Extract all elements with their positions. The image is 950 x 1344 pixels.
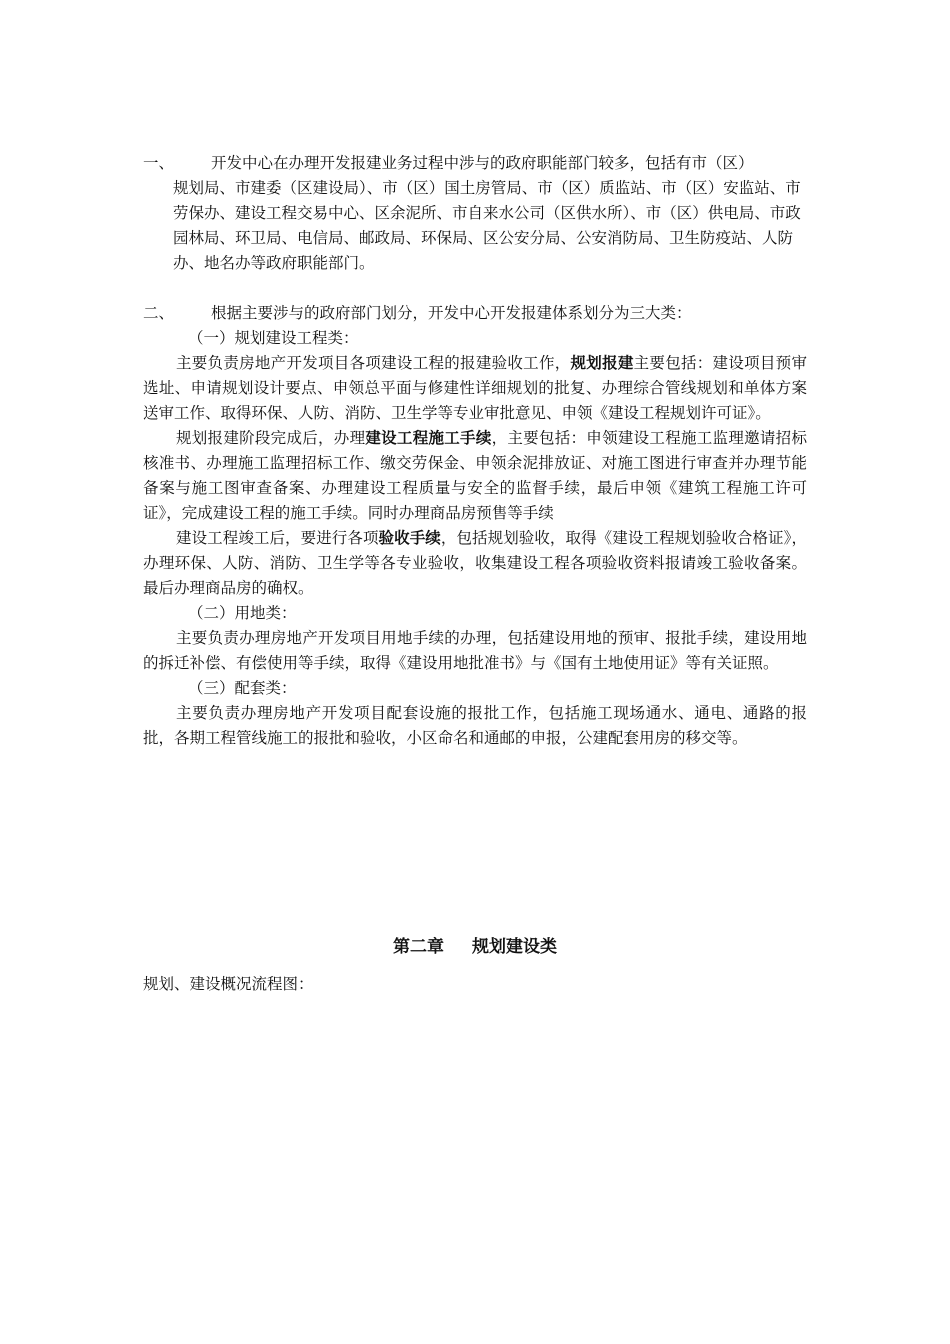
section-one-body: 规划局、市建委（区建设局）、市（区）国土房管局、市（区）质监站、市（区）安监站、市劳保办、建设工程交易中心、区余泥所、市自来水公司（区供水所）、市（区）供电局、市政园林局、环卫局、电信局、邮政局、环保局、区公安分局、公安消防局、卫生防疫站、人防办、地名办等政府职能部门。 [173, 179, 801, 272]
section-two [143, 301, 807, 751]
text-run: 主要包括：建设项目预审选址、申请规划设计要点、申领总平面与修建性详细规划的批复、办理综合管线规划和单体方案送审工作、取得环保、人防、消防、卫生学等专业审批意见、申领《建设工程规划许可证》。 [143, 354, 807, 422]
chapter-title: 规划建设类 [472, 937, 557, 957]
bold-term: 规划报建 [570, 354, 634, 372]
chapter-number: 第二章 [393, 937, 444, 957]
text-run: ，包括规划验收，取得《建设工程规划验收合格证》，办理环保、人防、消防、卫生学等各专业验收，收集建设工程各项验收资料报请竣工验收备案。最后办理商品房的确权。 [143, 529, 807, 597]
category-three-heading: （三）配套类： [188, 679, 297, 697]
text-run: 规划报建阶段完成后，办理 [176, 429, 366, 447]
section-one-marker: 一、 [143, 154, 175, 172]
flow-caption-block [143, 972, 807, 997]
text-run: 建设工程竣工后，要进行各项 [176, 529, 379, 547]
text-run: 主要负责房地产开发项目各项建设工程的报建验收工作， [176, 354, 571, 372]
section-two-lead [143, 301, 807, 326]
category-two-heading: （二）用地类： [188, 604, 297, 622]
category-three-paragraph: 主要负责办理房地产开发项目配套设施的报批工作，包括施工现场通水、通电、通路的报批，各期工程管线施工的报批和验收，小区命名和通邮的申报，公建配套用房的移交等。 [143, 704, 807, 747]
section-one [143, 151, 807, 276]
section-one-lead [143, 151, 807, 176]
bold-term: 建设工程施工手续 [365, 429, 492, 447]
section-one-lead-text: 开发中心在办理开发报建业务过程中涉与的政府职能部门较多，包括有市（区） [211, 154, 754, 172]
category-one-paragraph-1 [143, 351, 807, 426]
section-two-marker: 二、 [143, 304, 175, 322]
text-run: ，主要包括：申领建设工程施工监理邀请招标核准书、办理施工监理招标工作、缴交劳保金、申领余泥排放证、对施工图进行审查并办理节能备案与施工图审查备案、办理建设工程质量与安全的监督手续，最后申领《建筑工程施工许可证》，完成建设工程的施工手续。同时办理商品房预售等手续 [143, 429, 807, 522]
bold-term: 验收手续 [378, 529, 441, 547]
section-two-lead-text: 根据主要涉与的政府部门划分，开发中心开发报建体系划分为三大类： [211, 304, 692, 322]
flow-chart-caption: 规划、建设概况流程图： [143, 975, 314, 993]
category-one-heading: （一）规划建设工程类： [188, 329, 359, 347]
category-one-paragraph-2 [143, 426, 807, 526]
category-one-paragraph-3 [143, 526, 807, 601]
chapter-heading [0, 935, 950, 960]
category-two-paragraph: 主要负责办理房地产开发项目用地手续的办理，包括建设用地的预审、报批手续，建设用地的拆迁补偿、有偿使用等手续，取得《建设用地批准书》与《国有土地使用证》等有关证照。 [143, 629, 807, 672]
